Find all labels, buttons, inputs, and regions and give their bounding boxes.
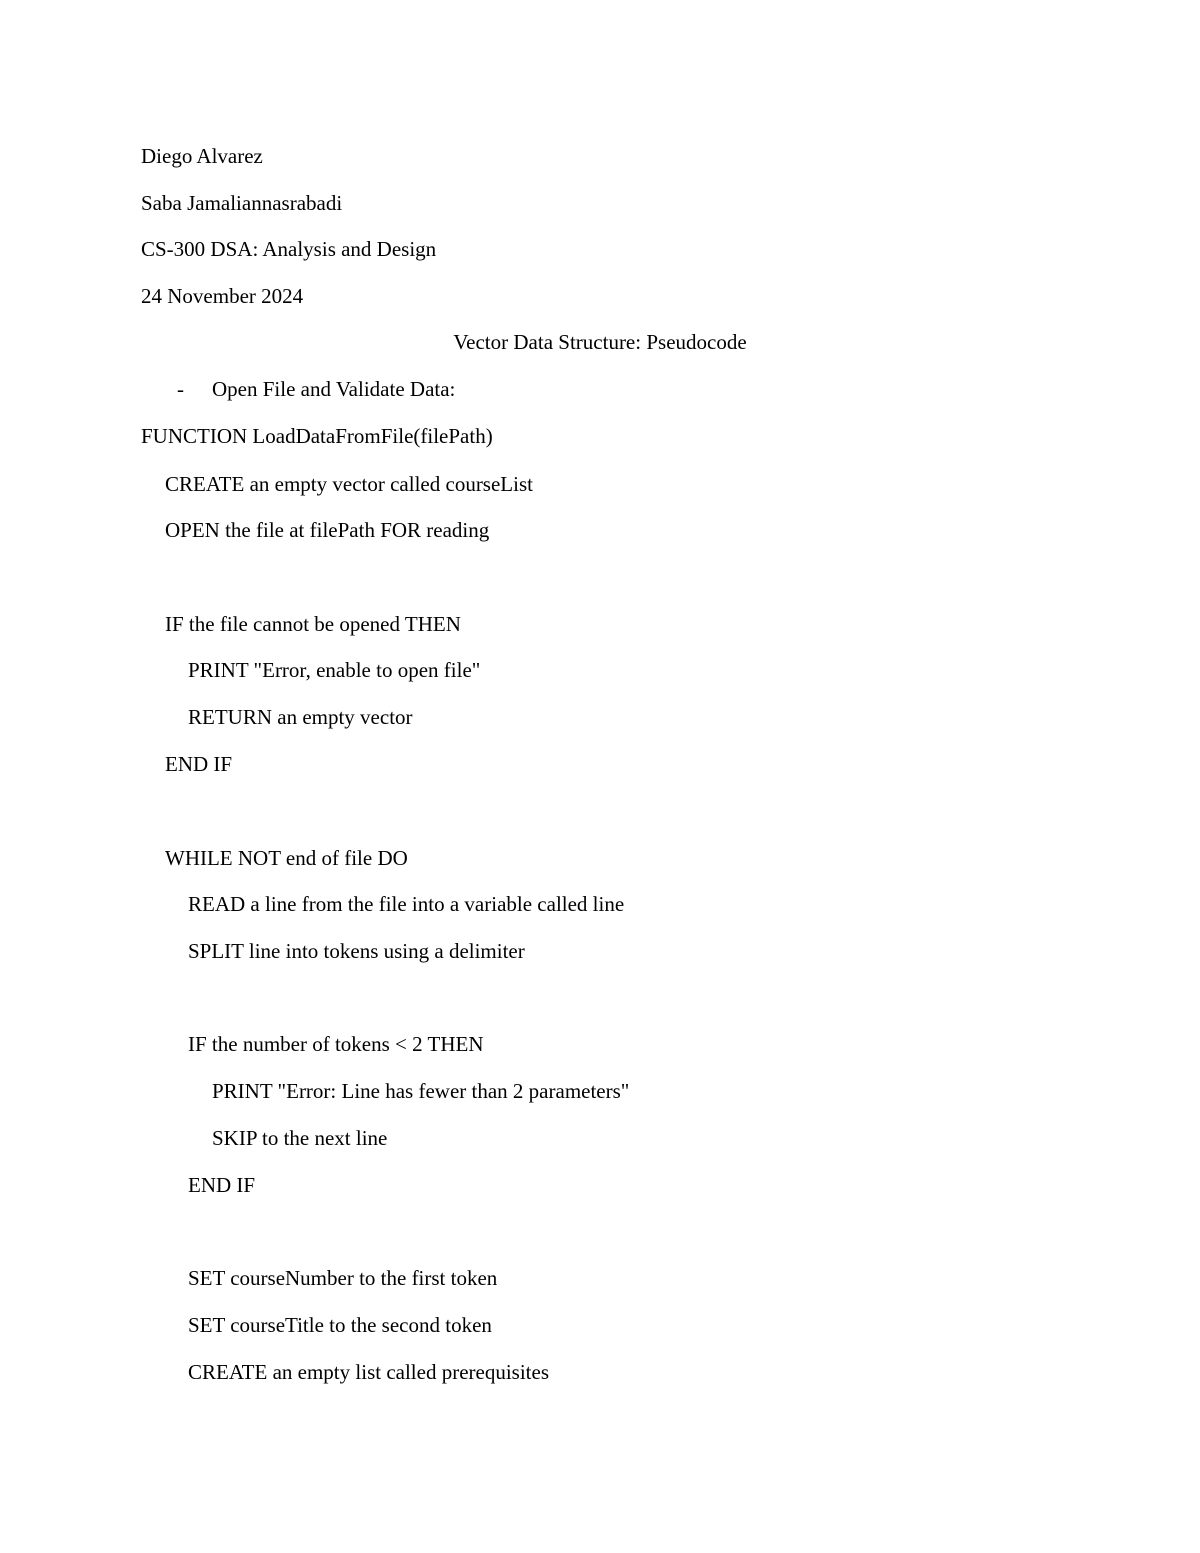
code-line: SKIP to the next line [212, 1126, 388, 1150]
code-line: OPEN the file at filePath FOR reading [165, 518, 490, 542]
instructor-name: Saba Jamaliannasrabadi [141, 191, 343, 215]
document-date: 24 November 2024 [141, 284, 304, 308]
code-line: END IF [188, 1173, 256, 1197]
code-line: IF the file cannot be opened THEN [165, 612, 461, 636]
code-line: PRINT "Error: Line has fewer than 2 parameters" [212, 1079, 630, 1103]
code-line: SET courseTitle to the second token [188, 1313, 492, 1337]
document-title: Vector Data Structure: Pseudocode [453, 330, 747, 354]
code-line: WHILE NOT end of file DO [165, 846, 408, 870]
course-name: CS-300 DSA: Analysis and Design [141, 237, 437, 261]
code-line: CREATE an empty vector called courseList [165, 472, 533, 496]
code-line: RETURN an empty vector [188, 705, 413, 729]
section-heading: Open File and Validate Data: [212, 377, 456, 401]
code-line: SPLIT line into tokens using a delimiter [188, 939, 525, 963]
code-line: READ a line from the file into a variable called line [188, 892, 625, 916]
code-line: SET courseNumber to the first token [188, 1266, 498, 1290]
code-line: PRINT "Error, enable to open file" [188, 658, 481, 682]
author-name: Diego Alvarez [141, 144, 263, 168]
code-line: CREATE an empty list called prerequisites [188, 1360, 549, 1384]
code-line: END IF [165, 752, 233, 776]
code-line: IF the number of tokens < 2 THEN [188, 1032, 484, 1056]
code-line: FUNCTION LoadDataFromFile(filePath) [141, 424, 493, 448]
bullet-dash: - [177, 377, 184, 401]
